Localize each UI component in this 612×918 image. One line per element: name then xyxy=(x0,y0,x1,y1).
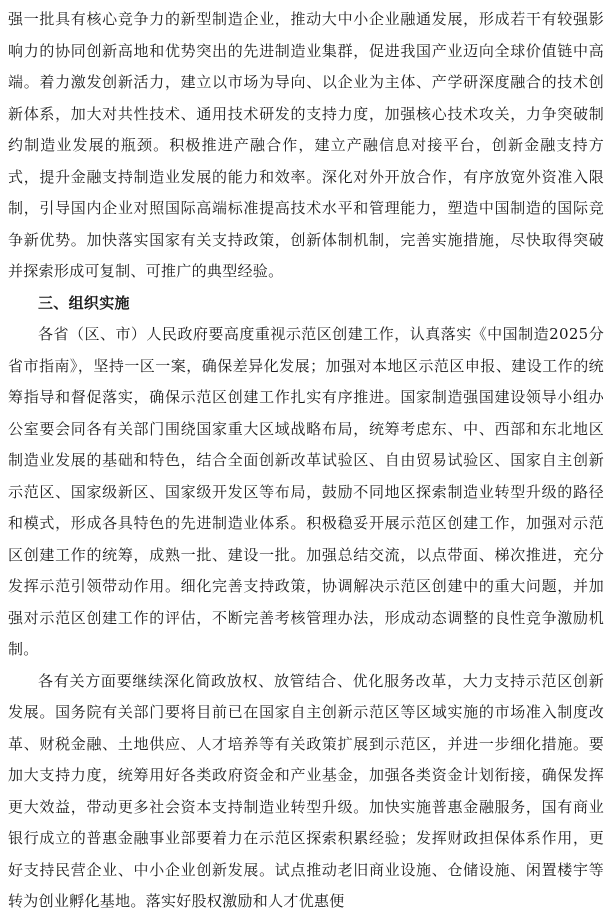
paragraph-support: 各有关方面要继续深化简政放权、放管结合、优化服务改革，大力支持示范区创新发展。国务院有关部门要将目前已在国家自主创新示范区等区域实施的市场准入制度改革、财税金融、土地供应、人才培养等有关政策扩展到示范区，并进一步细化措施。要加大支持力度，统筹用好各类政府资金和产业基金，加强各类资金计划衔接，确保发挥更大效益，带动更多社会资本支持制造业转型升级。加快实施普惠金融服务，国有商业银行成立的普惠金融事业部要着力在示范区探索积累经验；发挥财政担保体系作用，更好支持民营企业、中小企业创新发展。试点推动老旧商业设施、仓储设施、闲置楼宇等转为创业孵化基地。落实好股权激励和人才优惠便 xyxy=(8,671,604,910)
document-page xyxy=(8,4,604,918)
paragraph-continuation: 强一批具有核心竞争力的新型制造企业，推动大中小企业融通发展，形成若干有较强影响力的协同创新高地和优势突出的先进制造业集群，促进我国产业迈向全球价值链中高端。着力激发创新活力，建立以市场为导向、以企业为主体、产学研深度融合的技术创新体系，加大对共性技术、通用技术研发的支持力度，加强核心技术攻关，力争突破制约制造业发展的瓶颈。积极推进产融合作，建立产融信息对接平台，创新金融支持方式，提升金融支持制造业发展的能力和效率。深化对外开放合作，有序放宽外资准入限制，引导国内企业对照国际高端标准提高技术水平和管理能力，塑造中国制造的国际竞争新优势。加快落实国家有关支持政策，创新体制机制，完善实施措施，尽快取得突破并探索形成可复制、可推广的典型经验。 xyxy=(8,10,604,280)
paragraph-organization: 各省（区、市）人民政府要高度重视示范区创建工作，认真落实《中国制造2025分省市指南》，坚持一区一案，确保差异化发展；加强对本地区示范区申报、建设工作的统筹指导和督促落实，确保示范区创建工作扎实有序推进。国家制造强国建设领导小组办公室要会同各有关部门围绕国家重大区域战略布局，统筹考虑东、中、西部和东北地区制造业发展的基础和特色，结合全面创新改革试验区、自由贸易试验区、国家自主创新示范区、国家级新区、国家级开发区等布局，鼓励不同地区探索制造业转型升级的路径和模式，形成各具特色的先进制造业体系。积极稳妥开展示范区创建工作，加强对示范区创建工作的统筹，成熟一批、建设一批。加强总结交流，以点带面、梯次推进，充分发挥示范引领带动作用。细化完善支持政策，协调解决示范区创建中的重大问题，并加强对示范区创建工作的评估，不断完善考核管理办法，形成动态调整的良性竞争激励机制。 xyxy=(8,325,604,658)
section-heading: 三、组织实施 xyxy=(38,293,130,312)
